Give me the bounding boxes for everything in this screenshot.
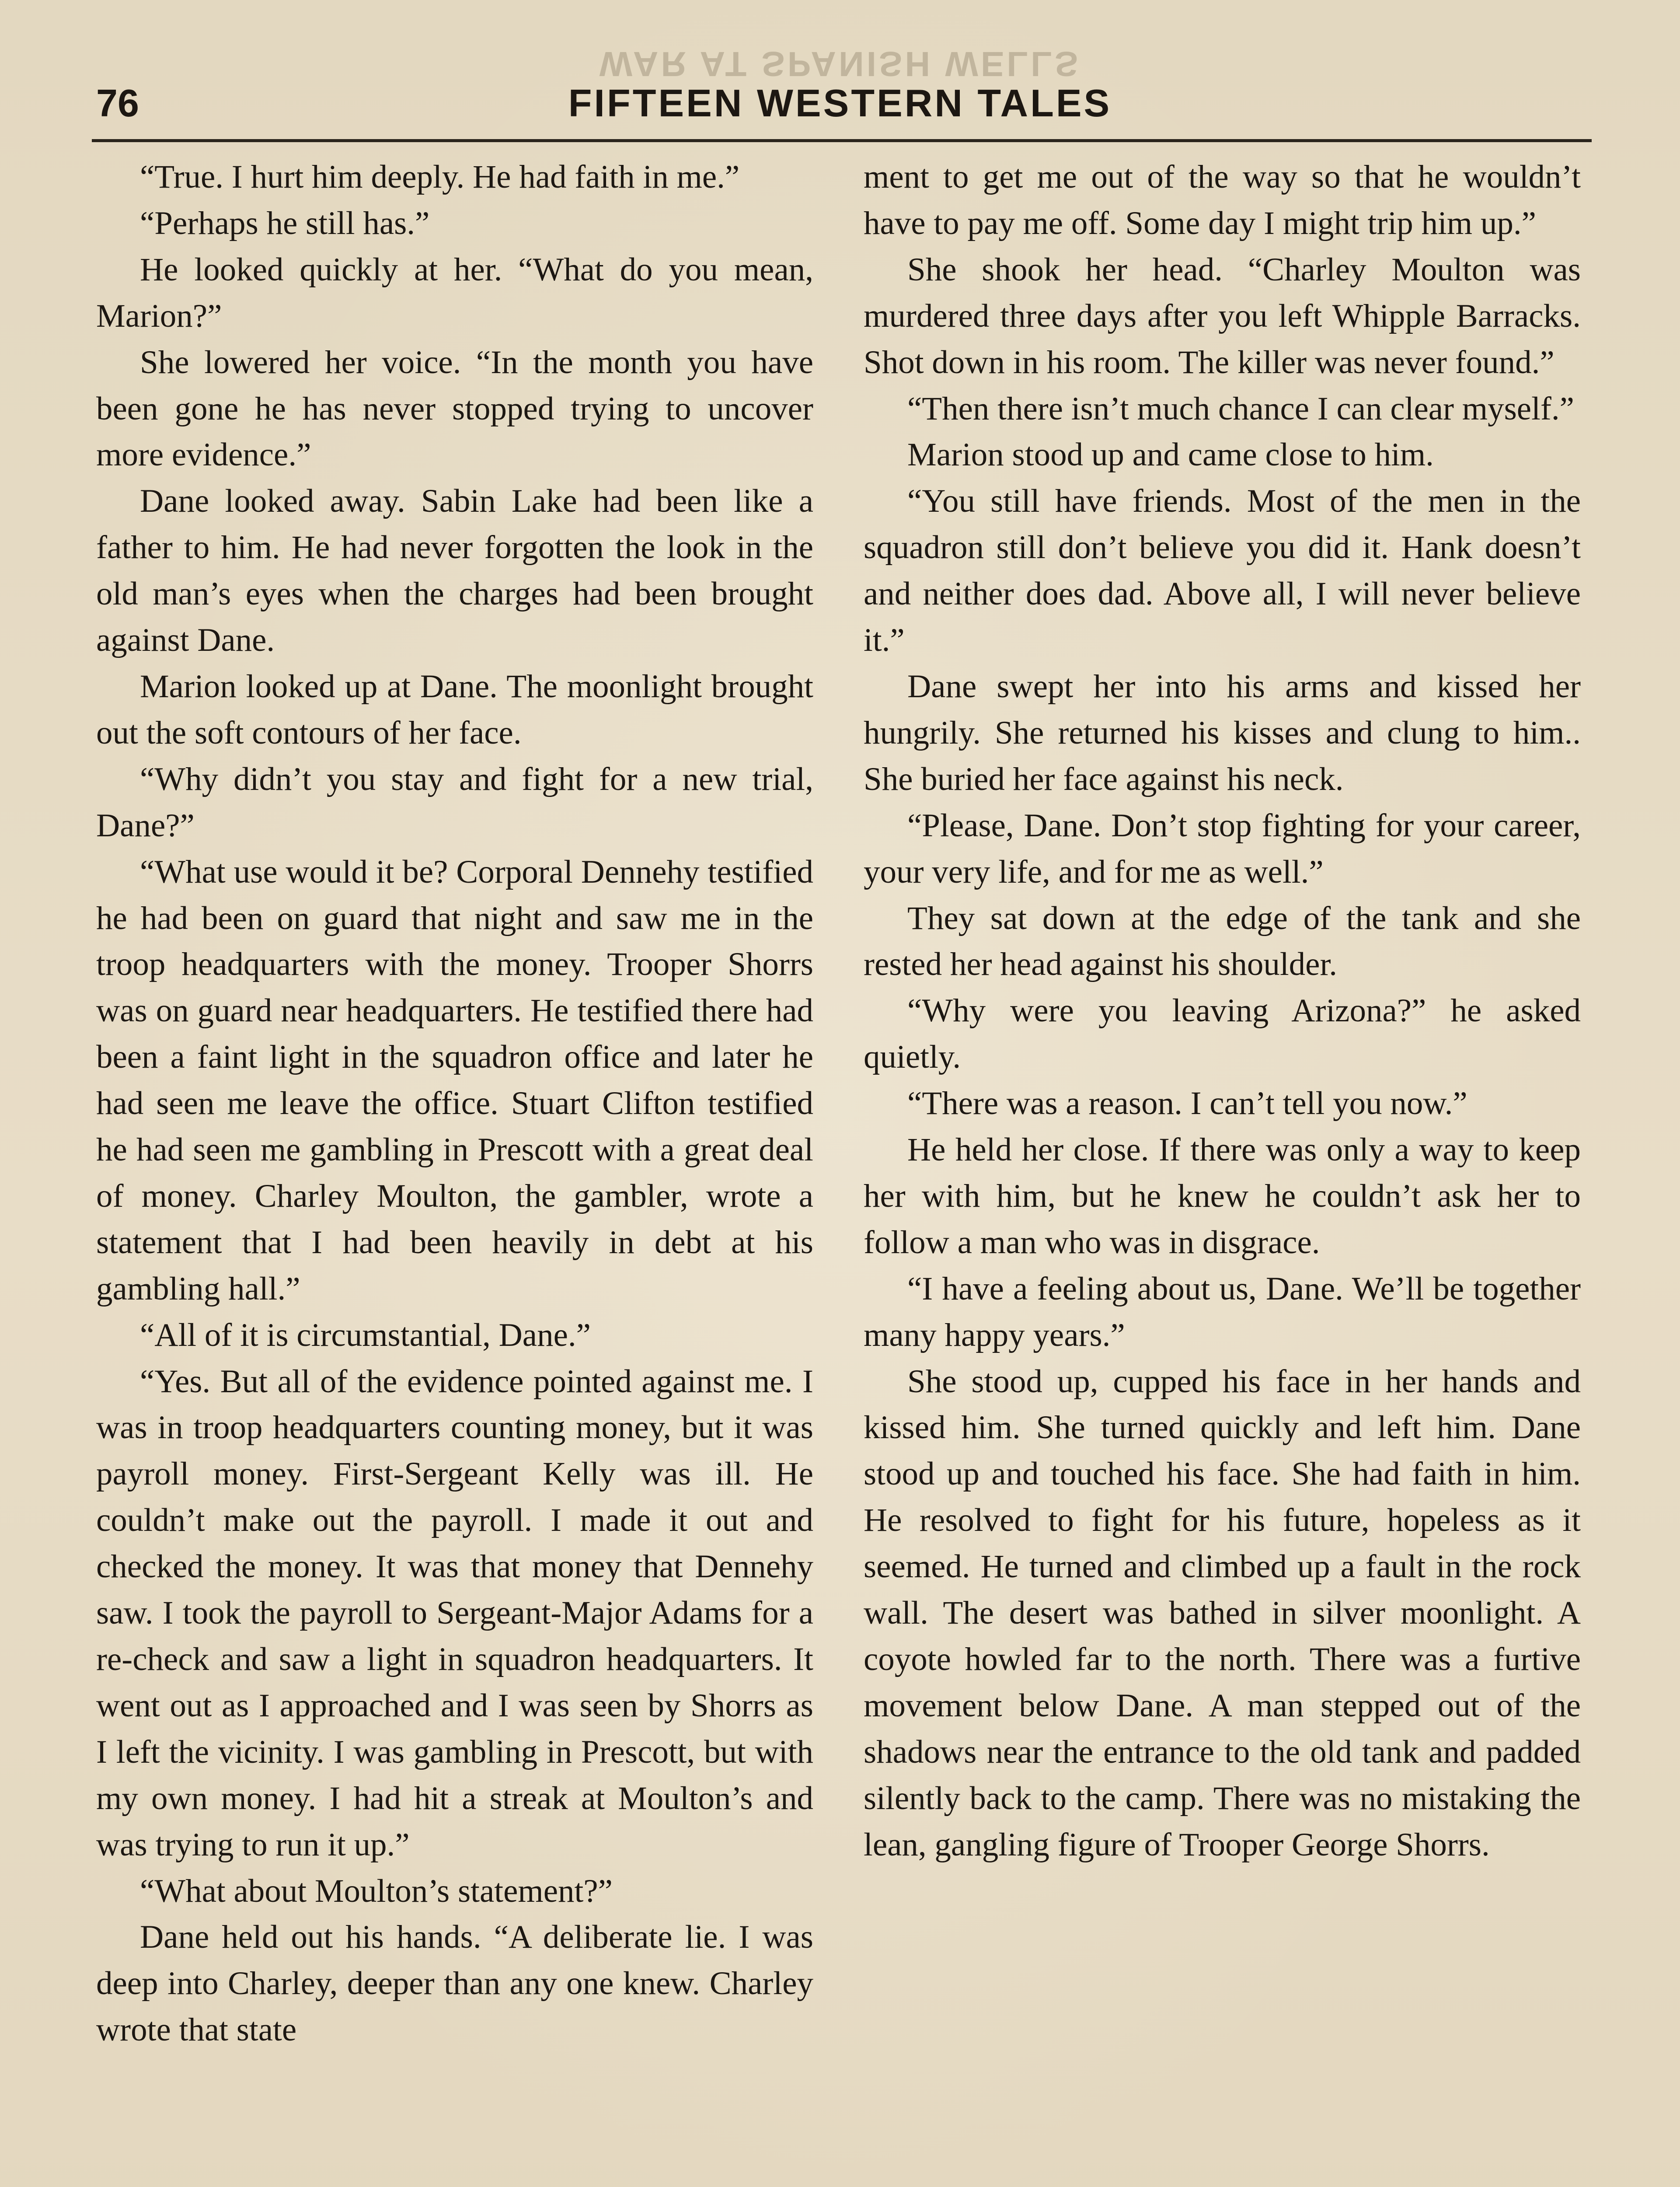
paragraph: “I have a feeling about us, Dane. We’ll be together many happy years.” xyxy=(864,1270,1581,1353)
page-number: 76 xyxy=(96,81,139,125)
paragraph: They sat down at the edge of the tank and she rested her head against his shoulder. xyxy=(864,900,1581,983)
paragraph: Dane held out his hands. “A deliberate lie. I was deep into Charley, deeper than any one knew. Charley wrote that state xyxy=(96,1919,813,2048)
paragraph: “What use would it be? Corporal Dennehy testified he had been on guard that night and saw me in the troop headquarters with the money. Trooper Shorrs was on guard near headquarters. He testified there had been a faint light in the squadron office and later he had seen me leave the office. Stuart Clifton testified he had seen me gambling in Prescott with a great deal of money. Charley Moulton, the gambler, wrote a statement that I had been heavily in debt at his gambling hall.” xyxy=(96,853,813,1307)
paragraph: “Why didn’t you stay and fight for a new trial, Dane?” xyxy=(96,761,813,844)
running-head-title: FIFTEEN WESTERN TALES xyxy=(568,81,1112,125)
paragraph: She lowered her voice. “In the month you have been gone he has never stopped trying to uncover more evidence.” xyxy=(96,344,813,473)
paragraph: Dane looked away. Sabin Lake had been like a father to him. He had never forgotten the look in the old man’s eyes when the charges had been brought against Dane. xyxy=(96,483,813,659)
paragraph: Marion stood up and came close to him. xyxy=(907,437,1434,473)
bleed-through-text: WAR AT SPANISH WELLS xyxy=(599,45,1081,84)
paragraph: He looked quickly at her. “What do you mean, Marion?” xyxy=(96,251,813,334)
paragraph: “True. I hurt him deeply. He had faith in me.” xyxy=(140,159,740,195)
paragraph: “Please, Dane. Don’t stop fighting for your career, your very life, and for me as well.” xyxy=(864,807,1581,890)
paragraph: “Yes. But all of the evidence pointed against me. I was in troop headquarters counting money, but it was payroll money. First-Sergeant Kelly was ill. He couldn’t make out the payroll. I made it out and checked the money. It was that money that Dennehy saw. I took the payroll to Sergeant-Major Adams for a re-check and saw a light in squadron headquarters. It went out as I approached and I was seen by Shorrs as I left the vicinity. I was gambling in Prescott, but with my own money. I had hit a streak at Moulton’s and was trying to run it up.” xyxy=(96,1363,813,1863)
paragraph: “All of it is circumstantial, Dane.” xyxy=(140,1317,591,1353)
paragraph: “You still have friends. Most of the men in the squadron still don’t believe you did it. Hank doesn’t and neither does dad. Above all, I will never believe it.” xyxy=(864,483,1581,659)
paragraph: “Why were you leaving Arizona?” he asked quietly. xyxy=(864,992,1581,1076)
paragraph: “Then there isn’t much chance I can clear myself.” xyxy=(907,390,1574,427)
right-column xyxy=(864,154,1581,1868)
paragraph-continuation: ment to get me out of the way so that he wouldn’t have to pay me off. Some day I might trip him up.” xyxy=(864,159,1581,241)
header-rule xyxy=(92,139,1592,142)
left-column xyxy=(96,154,813,2053)
paragraph: Marion looked up at Dane. The moonlight brought out the soft contours of her face. xyxy=(96,668,813,751)
paragraph: “What about Moulton’s statement?” xyxy=(140,1873,613,1909)
paragraph: Dane swept her into his arms and kissed her hungrily. She returned his kisses and clung to him.. She buried her face against his neck. xyxy=(864,668,1581,797)
paragraph: She shook her head. “Charley Moulton was murdered three days after you left Whipple Barracks. Shot down in his room. The killer was never found.” xyxy=(864,251,1581,381)
paragraph: He held her close. If there was only a way to keep her with him, but he knew he couldn’t ask her to follow a man who was in disgrace. xyxy=(864,1132,1581,1261)
paragraph: “There was a reason. I can’t tell you now.” xyxy=(907,1085,1467,1122)
paragraph: She stood up, cupped his face in her hands and kissed him. She turned quickly and left him. Dane stood up and touched his face. She had faith in him. He resolved to fight for his future, hopeless as it seemed. He turned and climbed up a fault in the rock wall. The desert was bathed in silver moonlight. A coyote howled far to the north. There was a furtive movement below Dane. A man stepped out of the shadows near the entrance to the old tank and padded silently back to the camp. There was no mistaking the lean, gangling figure of Trooper George Shorrs. xyxy=(864,1363,1581,1863)
paragraph: “Perhaps he still has.” xyxy=(140,205,430,241)
